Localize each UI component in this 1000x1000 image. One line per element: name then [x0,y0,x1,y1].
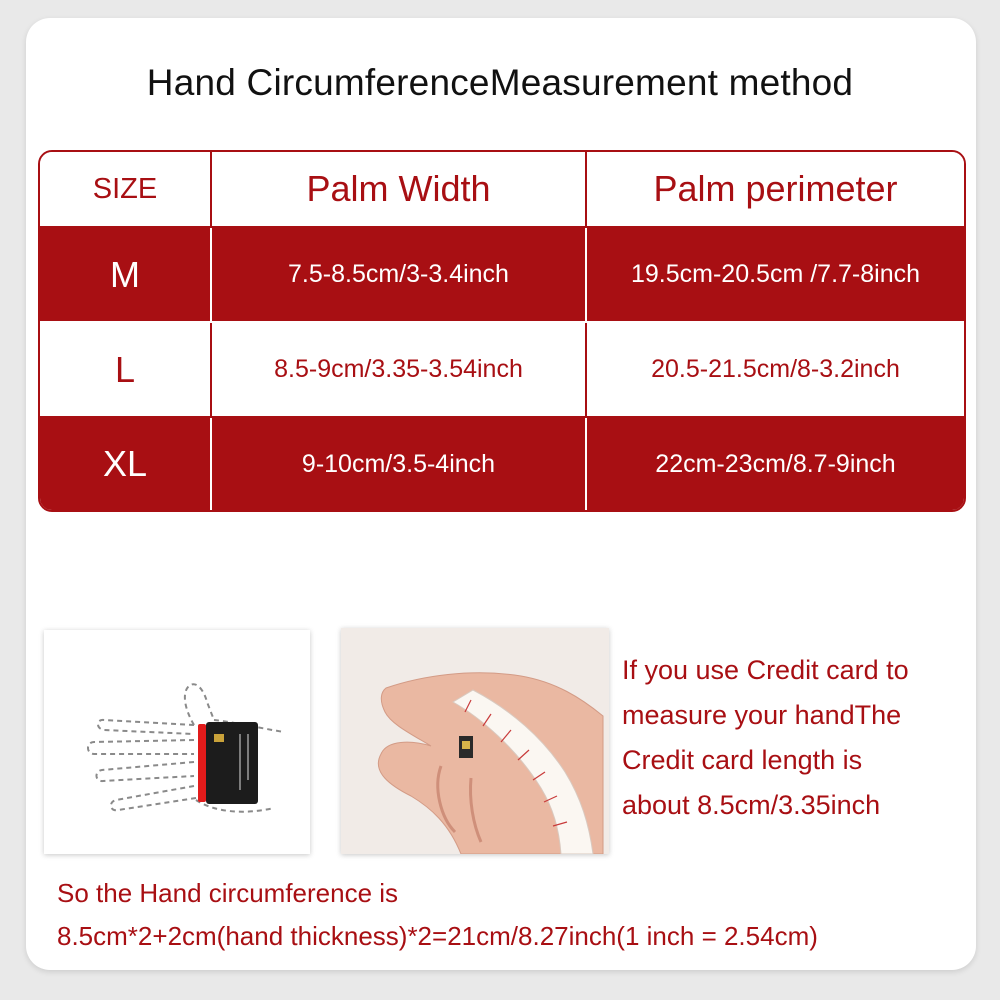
hand-card-illustration [44,630,310,854]
palm-width-l: 8.5-9cm/3.35-3.54inch [212,323,587,418]
size-table [38,150,966,512]
palm-width-xl: 9-10cm/3.5-4inch [212,418,587,510]
header-size: SIZE [40,152,212,228]
credit-card-explanation [622,648,962,828]
page-title: Hand CircumferenceMeasurement method [146,62,854,103]
hand-tape-photo [341,628,609,854]
header-palm-width: Palm Width [212,152,587,228]
formula-line: So the Hand circumference is [57,878,399,908]
size-cell-l: L [40,323,212,418]
measuring-tape-icon [341,628,609,854]
palm-perimeter-xl: 22cm-23cm/8.7-9inch [587,418,964,510]
explanation-line: Credit card length is [622,745,863,775]
explanation-line: If you use Credit card to [622,655,909,685]
explanation-line: measure your handThe [622,700,902,730]
size-cell-xl: XL [40,418,212,510]
explanation-line: about 8.5cm/3.35inch [622,790,881,820]
palm-width-m: 7.5-8.5cm/3-3.4inch [212,228,587,323]
palm-perimeter-m: 19.5cm-20.5cm /7.7-8inch [587,228,964,323]
circumference-formula [57,872,977,958]
palm-perimeter-l: 20.5-21.5cm/8-3.2inch [587,323,964,418]
hand-outline-icon [44,630,310,854]
header-palm-perimeter: Palm perimeter [587,152,964,228]
size-cell-m: M [40,228,212,323]
formula-line: 8.5cm*2+2cm(hand thickness)*2=21cm/8.27inch(1 inch = 2.54cm) [57,921,818,951]
